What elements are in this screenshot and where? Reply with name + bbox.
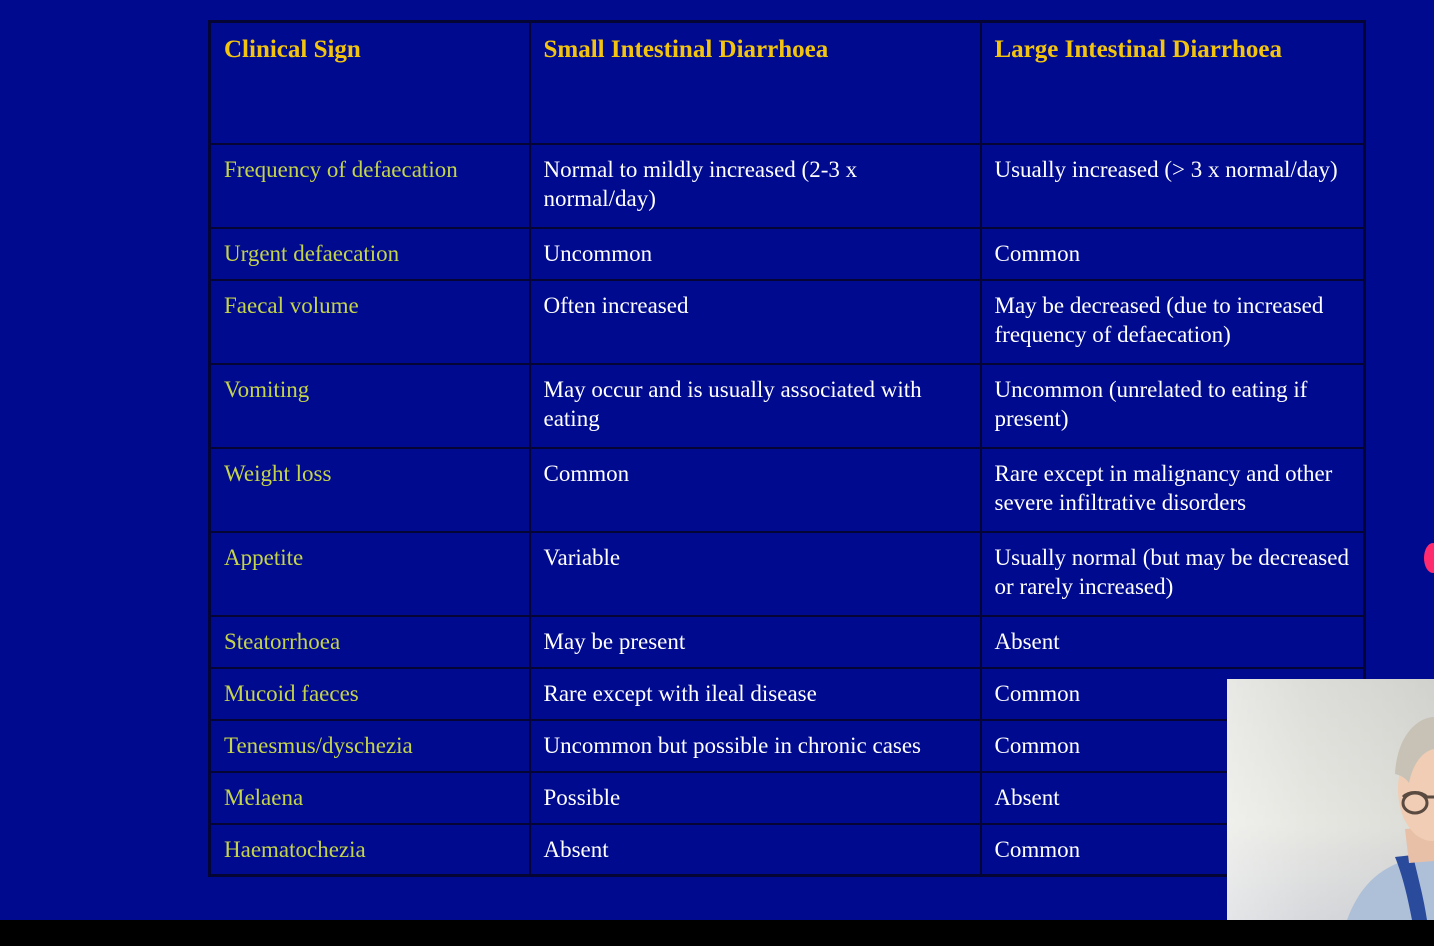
presenter-video-feed — [1227, 679, 1434, 920]
large-intestinal-cell: Common — [981, 720, 1365, 772]
clinical-sign-cell: Faecal volume — [210, 280, 530, 364]
large-intestinal-cell: May be decreased (due to increased frequency of defaecation) — [981, 280, 1365, 364]
small-intestinal-cell: Often increased — [530, 280, 981, 364]
large-intestinal-cell: Rare except in malignancy and other severe infiltrative disorders — [981, 448, 1365, 532]
clinical-sign-cell: Urgent defaecation — [210, 228, 530, 280]
large-intestinal-cell: Common — [981, 668, 1365, 720]
webcam-video-overlay[interactable] — [1227, 679, 1434, 920]
table-row — [210, 448, 1365, 532]
clinical-sign-cell: Mucoid faeces — [210, 668, 530, 720]
clinical-sign-cell: Frequency of defaecation — [210, 144, 530, 228]
table-row — [210, 772, 1365, 824]
clinical-sign-cell: Weight loss — [210, 448, 530, 532]
clinical-sign-cell: Vomiting — [210, 364, 530, 448]
header-row — [210, 22, 1365, 144]
table-row — [210, 616, 1365, 668]
table-row — [210, 824, 1365, 876]
clinical-sign-cell: Haematochezia — [210, 824, 530, 876]
table-row — [210, 532, 1365, 616]
small-intestinal-cell: May occur and is usually associated with eating — [530, 364, 981, 448]
large-intestinal-cell: Usually increased (> 3 x normal/day) — [981, 144, 1365, 228]
small-intestinal-cell: Uncommon but possible in chronic cases — [530, 720, 981, 772]
diarrhoea-comparison-table — [208, 20, 1366, 877]
table-row — [210, 144, 1365, 228]
table-row — [210, 228, 1365, 280]
clinical-sign-cell: Tenesmus/dyschezia — [210, 720, 530, 772]
pointer-dot-icon — [1424, 543, 1434, 573]
small-intestinal-cell: Uncommon — [530, 228, 981, 280]
small-intestinal-cell: Absent — [530, 824, 981, 876]
large-intestinal-cell: Usually normal (but may be decreased or rarely increased) — [981, 532, 1365, 616]
small-intestinal-cell: May be present — [530, 616, 981, 668]
table-row — [210, 364, 1365, 448]
table-row — [210, 280, 1365, 364]
bottom-bar — [0, 920, 1434, 946]
small-intestinal-cell: Normal to mildly increased (2-3 x normal/day) — [530, 144, 981, 228]
table-row — [210, 720, 1365, 772]
small-intestinal-cell: Possible — [530, 772, 981, 824]
large-intestinal-cell: Uncommon (unrelated to eating if present) — [981, 364, 1365, 448]
clinical-sign-cell: Appetite — [210, 532, 530, 616]
small-intestinal-cell: Rare except with ileal disease — [530, 668, 981, 720]
header-clinical-sign: Clinical Sign — [210, 22, 530, 144]
header-large-intestinal: Large Intestinal Diarrhoea — [981, 22, 1365, 144]
small-intestinal-cell: Common — [530, 448, 981, 532]
header-small-intestinal: Small Intestinal Diarrhoea — [530, 22, 981, 144]
large-intestinal-cell: Absent — [981, 772, 1365, 824]
large-intestinal-cell: Absent — [981, 616, 1365, 668]
large-intestinal-cell: Common — [981, 824, 1365, 876]
small-intestinal-cell: Variable — [530, 532, 981, 616]
clinical-sign-cell: Steatorrhoea — [210, 616, 530, 668]
table-row — [210, 668, 1365, 720]
large-intestinal-cell: Common — [981, 228, 1365, 280]
clinical-sign-cell: Melaena — [210, 772, 530, 824]
